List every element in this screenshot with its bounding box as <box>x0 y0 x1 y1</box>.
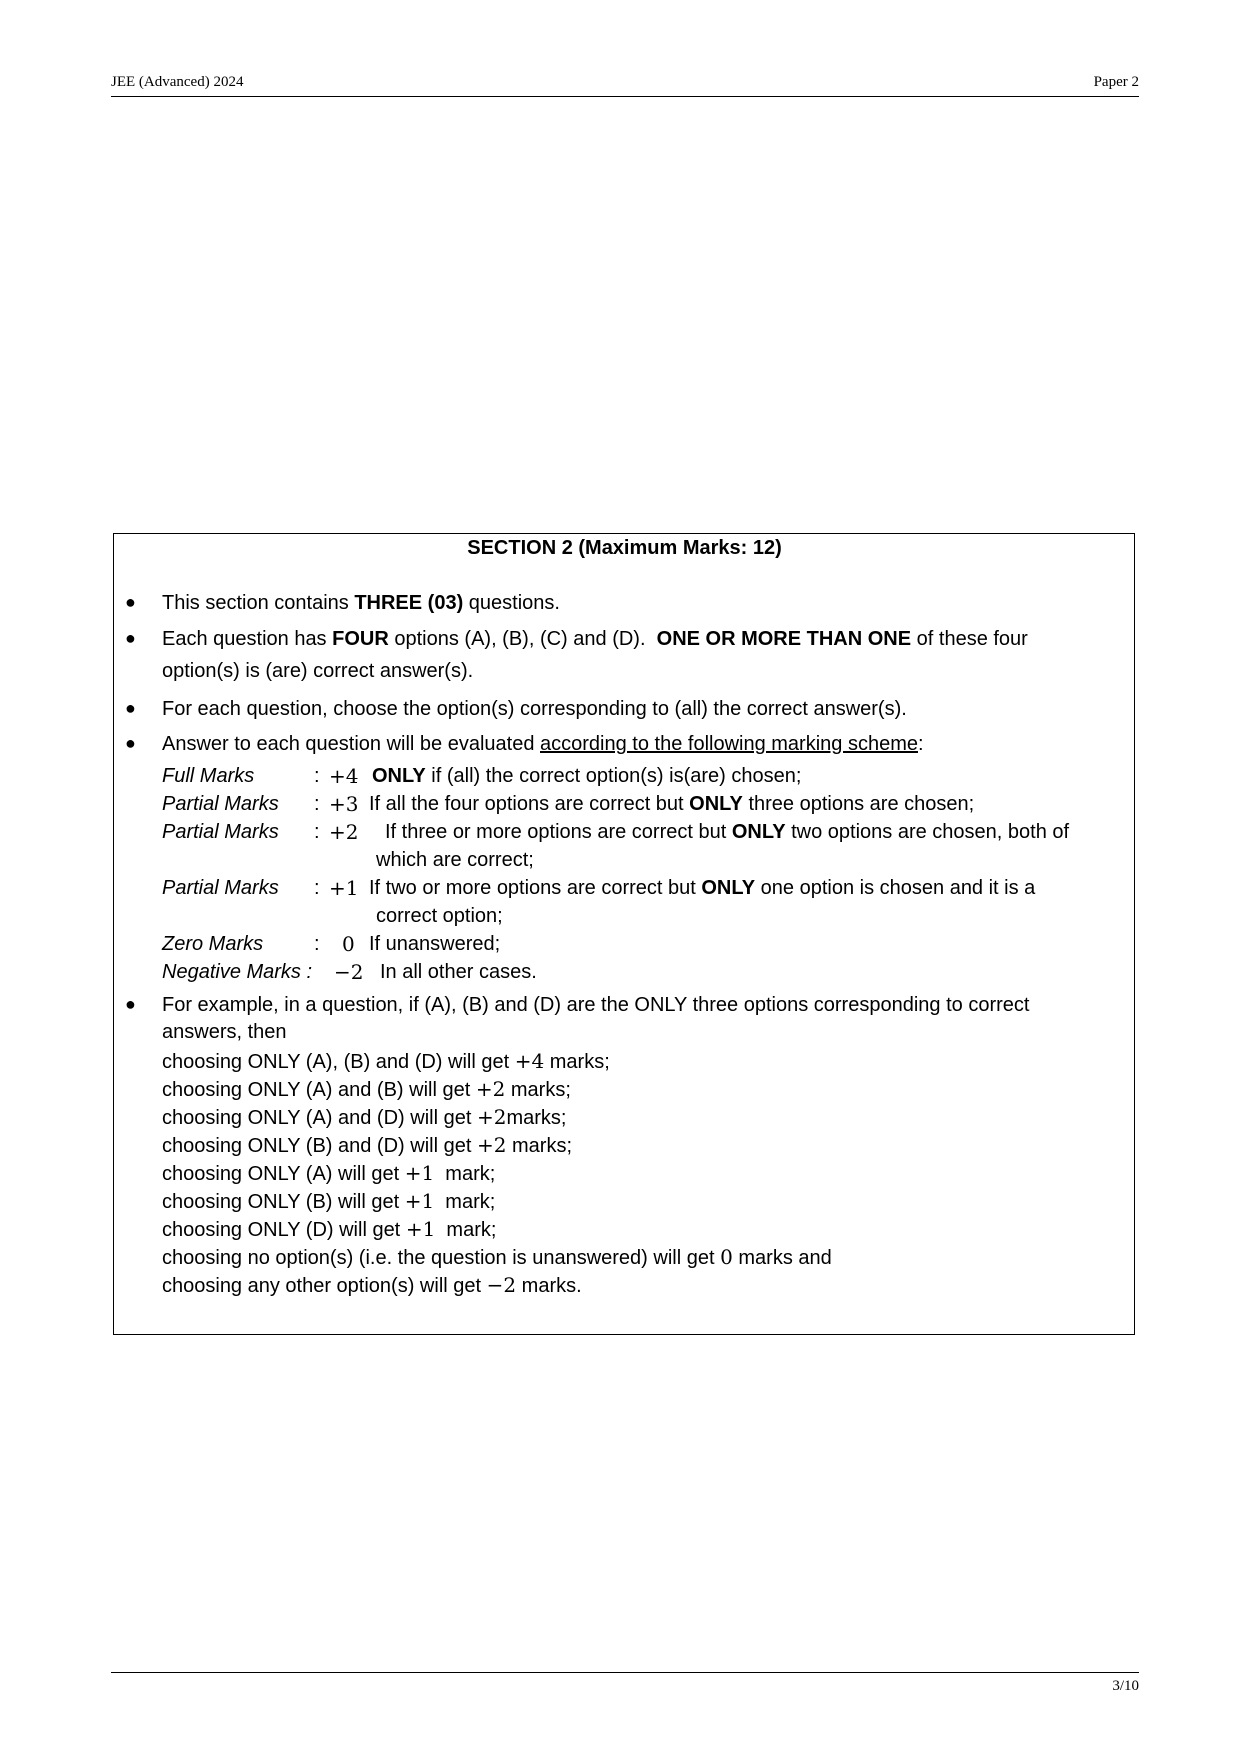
bullet-2 <box>162 628 1028 651</box>
example-value: +2 <box>476 1105 507 1129</box>
example-value: +1 <box>404 1189 435 1213</box>
scheme-bold: ONLY <box>372 765 426 787</box>
scheme-pre: If two or more options are correct but <box>369 877 702 899</box>
example-text: choosing ONLY (B) will get <box>162 1191 405 1213</box>
example-text: choosing ONLY (A), (B) and (D) will get <box>162 1051 515 1073</box>
scheme-value: +3 <box>329 792 359 816</box>
example-line <box>162 1245 832 1270</box>
scheme-colon: : <box>314 933 320 955</box>
bullet-2-text: Each question has <box>162 628 333 650</box>
scheme-bold: ONLY <box>689 793 743 815</box>
example-value: +4 <box>514 1049 545 1073</box>
scheme-tail: three options are chosen; <box>742 793 975 815</box>
scheme-value: −2 <box>334 960 364 984</box>
example-tail: mark; <box>435 1219 497 1241</box>
bullet-3: For each question, choose the option(s) corresponding to (all) the correct answer(s). <box>162 698 907 720</box>
bullet-1-bold: THREE (03) <box>354 592 464 614</box>
scheme-label: Zero Marks <box>162 933 264 955</box>
bullet-icon: ● <box>125 733 136 753</box>
header-exam-name: JEE (Advanced) 2024 <box>111 74 244 90</box>
scheme-bold: ONLY <box>701 877 756 899</box>
bullet-icon: ● <box>125 994 136 1014</box>
example-tail: marks; <box>544 1051 610 1073</box>
example-value: −2 <box>486 1273 517 1297</box>
example-tail: mark; <box>434 1163 496 1185</box>
example-text: choosing any other option(s) will get <box>162 1275 487 1297</box>
example-tail: mark; <box>434 1191 496 1213</box>
scheme-text: In all other cases. <box>380 961 537 983</box>
example-tail: marks. <box>516 1275 582 1297</box>
example-line <box>162 1105 566 1130</box>
bullet-1 <box>162 592 560 615</box>
scheme-text <box>369 793 974 816</box>
scheme-colon: : <box>314 821 320 843</box>
scheme-label: Full Marks <box>162 765 255 787</box>
scheme-tail: two options are chosen, both of <box>785 821 1070 843</box>
example-text: choosing no option(s) (i.e. the question is unanswered) will get <box>162 1247 721 1269</box>
bullet-2-line-2: option(s) is (are) correct answer(s). <box>162 660 474 682</box>
example-line <box>162 1189 495 1214</box>
scheme-colon: : <box>314 877 320 899</box>
bullet-icon: ● <box>125 592 136 612</box>
bullet-4 <box>162 733 924 756</box>
section-title: SECTION 2 (Maximum Marks: 12) <box>467 537 782 559</box>
example-text: choosing ONLY (A) will get <box>162 1163 405 1185</box>
header-paper-label: Paper 2 <box>1093 74 1139 90</box>
scheme-label: Partial Marks <box>162 877 279 899</box>
scheme-label: Negative Marks : <box>162 961 313 983</box>
bullet-2-mid: options (A), (B), (C) and (D). <box>388 628 657 650</box>
example-line <box>162 1217 496 1242</box>
example-line <box>162 1077 571 1102</box>
example-line <box>162 1161 495 1186</box>
page-number: 3/10 <box>1112 1678 1139 1694</box>
section-instructions-box <box>113 533 1135 1335</box>
example-tail: marks and <box>732 1247 832 1269</box>
scheme-continuation: correct option; <box>376 905 503 927</box>
scheme-continuation: which are correct; <box>376 849 534 871</box>
bullet-5: For example, in a question, if (A), (B) and (D) are the ONLY three options corresponding to correct <box>162 994 1030 1016</box>
bullet-5-line-2: answers, then <box>162 1021 287 1043</box>
scheme-colon: : <box>314 793 320 815</box>
example-value: +1 <box>405 1217 436 1241</box>
bullet-2-bold-2: ONE OR MORE THAN ONE <box>656 628 912 650</box>
scheme-pre: If three or more options are correct but <box>385 821 732 843</box>
example-value: 0 <box>720 1245 733 1269</box>
example-tail: marks; <box>506 1135 572 1157</box>
bullet-4-tail: : <box>917 733 924 755</box>
bullet-1-tail: questions. <box>463 592 560 614</box>
example-text: choosing ONLY (A) and (B) will get <box>162 1079 476 1101</box>
scheme-pre: If all the four options are correct but <box>369 793 690 815</box>
bullet-2-tail: of these four <box>911 628 1028 650</box>
scheme-label: Partial Marks <box>162 821 279 843</box>
bullet-2-bold-1: FOUR <box>332 628 389 650</box>
example-value: +2 <box>475 1077 506 1101</box>
bullet-icon: ● <box>125 628 136 648</box>
header-rule <box>111 96 1139 97</box>
scheme-value: 0 <box>342 932 355 956</box>
example-tail: marks; <box>506 1107 567 1129</box>
bullet-icon: ● <box>125 698 136 718</box>
scheme-tail: if (all) the correct option(s) is(are) chosen; <box>425 765 802 787</box>
example-line <box>162 1049 610 1074</box>
footer-rule <box>111 1672 1139 1673</box>
bullet-4-text: Answer to each question will be evaluated <box>162 733 541 755</box>
example-text: choosing ONLY (D) will get <box>162 1219 406 1241</box>
example-line <box>162 1133 572 1158</box>
scheme-value: +2 <box>329 820 359 844</box>
scheme-colon: : <box>314 765 320 787</box>
bullet-4-underlined: according to the following marking scheme <box>540 733 918 755</box>
scheme-label: Partial Marks <box>162 793 279 815</box>
example-line <box>162 1273 582 1298</box>
example-value: +1 <box>404 1161 435 1185</box>
scheme-text <box>385 821 1069 844</box>
scheme-text: If unanswered; <box>369 933 501 955</box>
example-text: choosing ONLY (A) and (D) will get <box>162 1107 477 1129</box>
example-value: +2 <box>476 1133 507 1157</box>
scheme-text <box>372 765 801 788</box>
scheme-value: +1 <box>329 876 359 900</box>
example-text: choosing ONLY (B) and (D) will get <box>162 1135 477 1157</box>
scheme-text <box>369 877 1035 900</box>
scheme-bold: ONLY <box>731 821 786 843</box>
example-tail: marks; <box>505 1079 571 1101</box>
scheme-tail: one option is chosen and it is a <box>755 877 1036 899</box>
scheme-value: +4 <box>329 764 359 788</box>
bullet-1-text: This section contains <box>162 592 355 614</box>
